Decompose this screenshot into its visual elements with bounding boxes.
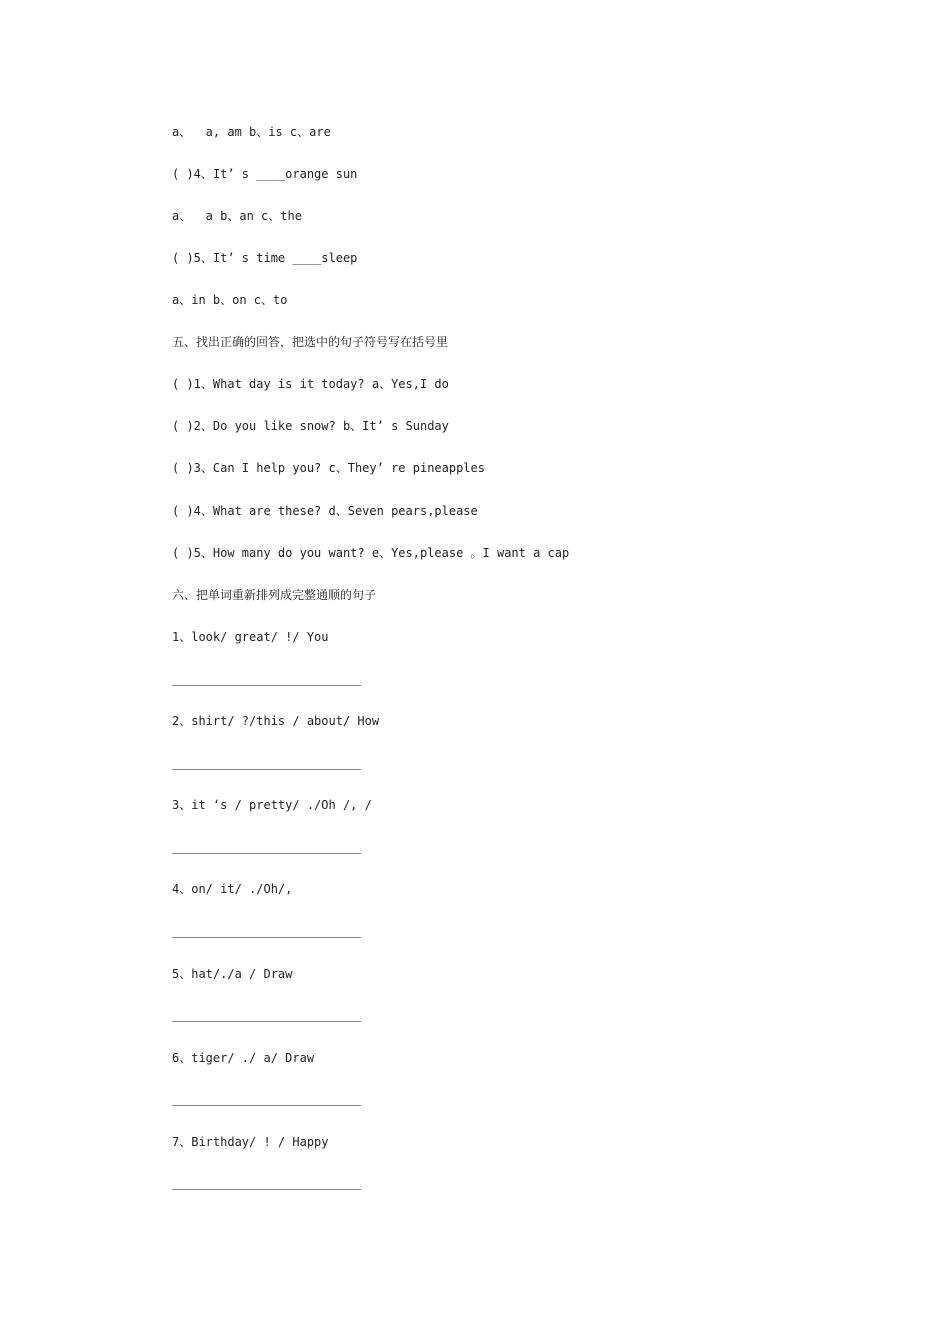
answer-line-1[interactable] <box>172 685 361 686</box>
question-5-options: a、in b、on c、to <box>172 293 288 307</box>
reorder-item-7: 7、Birthday/ ! / Happy <box>172 1135 329 1149</box>
answer-line-3[interactable] <box>172 853 361 854</box>
question-5: ( )5、It’ s time ____sleep <box>172 251 358 265</box>
match-item-5: ( )5、How many do you want? e、Yes,please 。I want a cap <box>172 546 570 560</box>
reorder-item-6: 6、tiger/ ./ a/ Draw <box>172 1051 315 1065</box>
section-6-heading: 六、把单词重新排列成完整通顺的句子 <box>172 588 377 602</box>
answer-line-2[interactable] <box>172 769 361 770</box>
question-4: ( )4、It’ s ____orange sun <box>172 167 358 181</box>
match-item-1: ( )1、What day is it today? a、Yes,I do <box>172 377 449 391</box>
reorder-item-4: 4、on/ it/ ./Oh/, <box>172 882 293 896</box>
match-item-3: ( )3、Can I help you? c、They’ re pineapples <box>172 461 485 475</box>
answer-line-4[interactable] <box>172 937 361 938</box>
reorder-item-3: 3、it ‘s / pretty/ ./Oh /, / <box>172 798 372 812</box>
match-item-4: ( )4、What are these? d、Seven pears,please <box>172 504 478 518</box>
answer-line-5[interactable] <box>172 1021 361 1022</box>
question-3-options: a、 a, am b、is c、are <box>172 125 331 139</box>
reorder-item-1: 1、look/ great/ !/ You <box>172 630 329 644</box>
reorder-item-2: 2、shirt/ ?/this / about/ How <box>172 714 380 728</box>
answer-line-6[interactable] <box>172 1105 361 1106</box>
match-item-2: ( )2、Do you like snow? b、It’ s Sunday <box>172 419 449 433</box>
answer-line-7[interactable] <box>172 1189 361 1190</box>
section-5-heading: 五、找出正确的回答，把选中的句子符号写在括号里 <box>172 335 449 349</box>
reorder-item-5: 5、hat/./a / Draw <box>172 967 293 981</box>
question-4-options: a、 a b、an c、the <box>172 209 302 223</box>
